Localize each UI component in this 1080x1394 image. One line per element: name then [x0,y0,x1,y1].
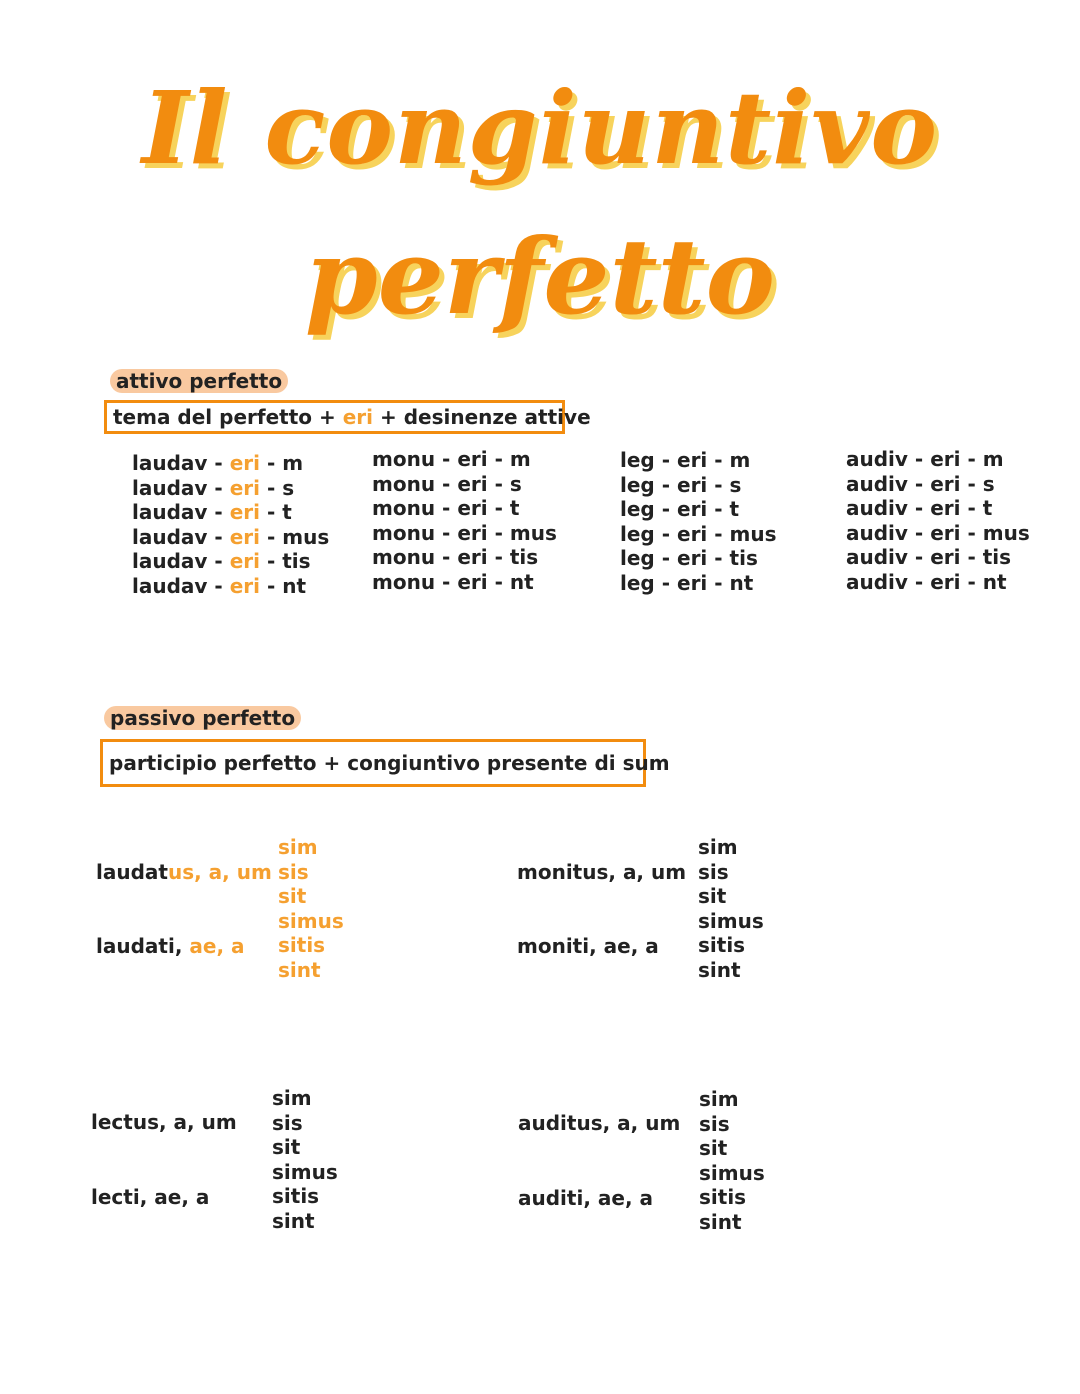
rule-plus: + [379,405,397,429]
page-title-line-1: Il congiuntivo [141,69,939,187]
sum-form: sint [698,957,741,982]
conjugation-form: leg - eri - mus [620,521,777,546]
passive-section-label: passivo perfetto [104,706,301,730]
sum-form: sim [272,1086,312,1110]
conjugation-column-audire [846,447,1030,595]
sum-forms-list [272,1086,338,1234]
rule-endings-text: desinenze attive [403,405,591,429]
sum-form: sint [278,957,321,982]
conjugation-form: laudav - eri - s [132,475,295,500]
conjugation-form: laudav - eri - mus [132,524,330,549]
sum-form: sint [272,1208,315,1233]
rule-participle-text: participio perfetto [109,751,317,775]
conjugation-form: audiv - eri - nt [846,569,1007,594]
conjugation-form: audiv - eri - m [846,447,1004,471]
rule-subjunctive-sum-text: congiuntivo presente di sum [347,751,670,775]
sum-form: simus [698,908,764,933]
conjugation-form: laudav - eri - tis [132,549,311,574]
conjugation-form: laudav - eri - m [132,451,304,475]
sum-form: simus [699,1160,765,1185]
conjugation-form: laudav - eri - t [132,500,292,525]
participle-singular: lectus, a, um [91,1110,237,1134]
sum-form: sit [278,884,307,909]
conjugation-column-monere [372,447,557,595]
conjugation-form: monu - eri - t [372,496,520,521]
sum-form: sit [698,884,727,909]
conjugation-form: monu - eri - tis [372,545,539,570]
sum-form: sis [272,1110,303,1135]
conjugation-form: audiv - eri - s [846,471,995,496]
participle-plural: moniti, ae, a [517,934,659,958]
sum-form: sitis [698,933,746,958]
sum-form: sitis [272,1184,320,1209]
participle-singular: auditus, a, um [518,1111,681,1135]
sum-form: sim [278,835,318,859]
participle-plural: lecti, ae, a [91,1185,210,1209]
sum-forms-list [278,835,344,983]
sum-forms-list [698,835,764,983]
participle-singular: monitus, a, um [517,860,687,884]
sum-forms-list [699,1087,765,1235]
page-title-line-2: perfetto [304,215,776,338]
sum-form: sitis [278,933,326,958]
sum-form: sis [699,1111,730,1136]
sum-form: simus [278,908,344,933]
conjugation-form: audiv - eri - mus [846,520,1030,545]
conjugation-form: monu - eri - m [372,447,531,471]
conjugation-form: audiv - eri - t [846,496,993,521]
conjugation-form: laudav - eri - nt [132,573,307,598]
sum-form: simus [272,1159,338,1184]
conjugation-form: leg - eri - s [620,472,742,497]
sum-form: sitis [699,1185,747,1210]
rule-eri-text: eri [342,405,373,429]
sum-form: sim [698,835,738,859]
active-rule-box [104,400,591,434]
sum-form: sis [698,859,729,884]
conjugation-form: leg - eri - nt [620,570,754,595]
sum-form: sis [278,859,309,884]
conjugation-form: monu - eri - mus [372,520,557,545]
participle-plural: laudati, ae, a [96,934,245,958]
conjugation-form: monu - eri - nt [372,569,534,594]
conjugation-form: monu - eri - s [372,471,522,496]
conjugation-column-laudare [132,451,329,599]
conjugation-form: leg - eri - m [620,448,751,472]
sum-form: sit [272,1135,301,1160]
rule-plus: + [318,405,336,429]
rule-stem-text: tema del perfetto [113,405,312,429]
conjugation-form: audiv - eri - tis [846,545,1012,570]
conjugation-form: leg - eri - tis [620,546,758,571]
passive-rule-box [100,739,670,787]
conjugation-column-legere [620,448,777,596]
participle-singular: laudatus, a, um [96,860,272,884]
active-section-label: attivo perfetto [110,369,288,393]
sum-form: sim [699,1087,739,1111]
sum-form: sit [699,1136,728,1161]
rule-plus: + [323,751,341,775]
sum-form: sint [699,1209,742,1234]
conjugation-form: leg - eri - t [620,497,740,522]
participle-plural: auditi, ae, a [518,1186,653,1210]
